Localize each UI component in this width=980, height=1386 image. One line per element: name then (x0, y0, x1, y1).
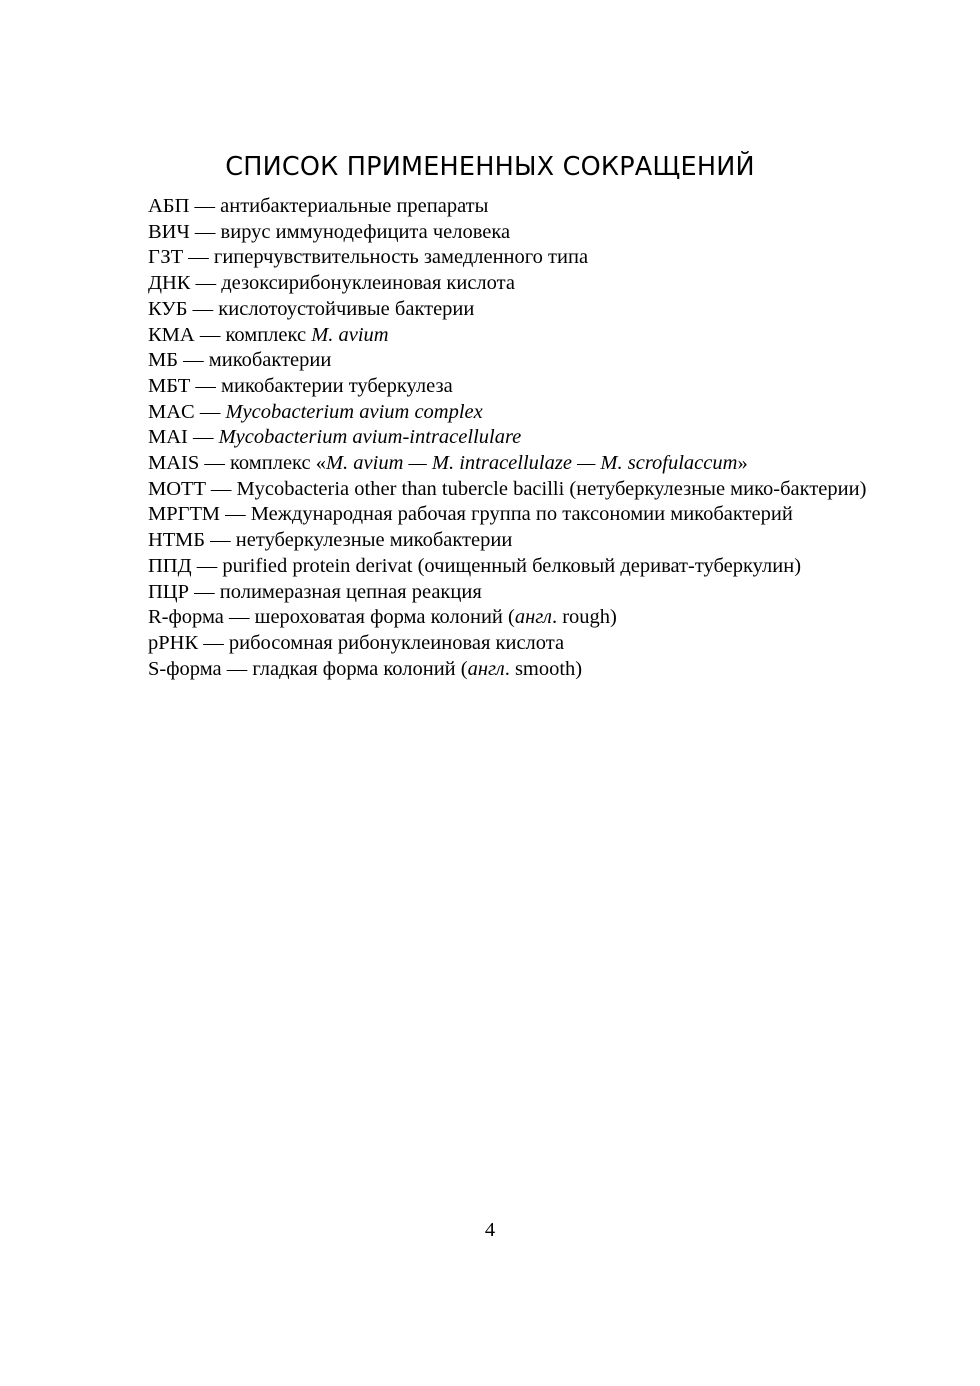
abbreviation-list (92, 194, 888, 682)
list-item (92, 323, 888, 349)
entry-text: MAIS — комплекс « (148, 452, 326, 475)
list-item (92, 657, 888, 683)
entry-italic-text: англ (467, 657, 505, 680)
page-title: СПИСОК ПРИМЕНЕННЫХ СОКРАЩЕНИЙ (225, 152, 755, 182)
entry-italic-text: Mycobacterium avium-intracellulare (218, 426, 522, 449)
entry-text: R-форма — шероховатая форма колоний ( (148, 606, 515, 629)
entry-text: MAC — (148, 400, 226, 423)
entry-text: . rough) (551, 606, 617, 629)
list-item: ПЦР — полимеразная цепная реакция (148, 580, 482, 603)
list-item: ДНК — дезоксирибонуклеиновая кислота (148, 272, 515, 295)
list-item (92, 605, 888, 631)
list-item: КУБ — кислотоустойчивые бактерии (148, 297, 475, 320)
list-item (92, 425, 888, 451)
entry-italic-text: Mycobacterium avium complex (225, 400, 483, 423)
list-item: рРНК — рибосомная рибонуклеиновая кислота (148, 631, 565, 654)
list-item: ППД — purified protein derivat (очищенный белковый дериват-туберкулин) (148, 554, 802, 577)
entry-italic-text: англ (514, 606, 552, 629)
list-item: МРГТМ — Международная рабочая группа по таксономии микобактерий (148, 503, 793, 526)
entry-text: КМА — комплекс (148, 323, 312, 346)
list-item (92, 400, 888, 426)
list-item: MOTT — Mycobacteria other than tubercle bacilli (нетуберкулезные мико-бактерии) (148, 477, 867, 500)
entry-text: . smooth) (504, 657, 583, 680)
list-item: МБ — микобактерии (148, 349, 332, 372)
list-item: АБП — антибактериальные препараты (148, 195, 489, 217)
entry-text: S-форма — гладкая форма колоний ( (148, 657, 468, 680)
list-item: ВИЧ — вирус иммунодефицита человека (148, 220, 511, 243)
entry-italic-text: M. avium — M. intracellulaze — M. scrofulaccum (325, 452, 738, 475)
entry-italic-text: M. avium (311, 323, 389, 346)
list-item (92, 451, 888, 477)
list-item: НТМБ — нетуберкулезные микобактерии (148, 529, 513, 552)
entry-text: » (737, 452, 748, 475)
list-item: МБТ — микобактерии туберкулеза (148, 374, 453, 397)
page-number: 4 (484, 1219, 496, 1241)
entry-text: MAI — (148, 426, 219, 449)
list-item: ГЗТ — гиперчувствительность замедленного типа (148, 246, 589, 269)
